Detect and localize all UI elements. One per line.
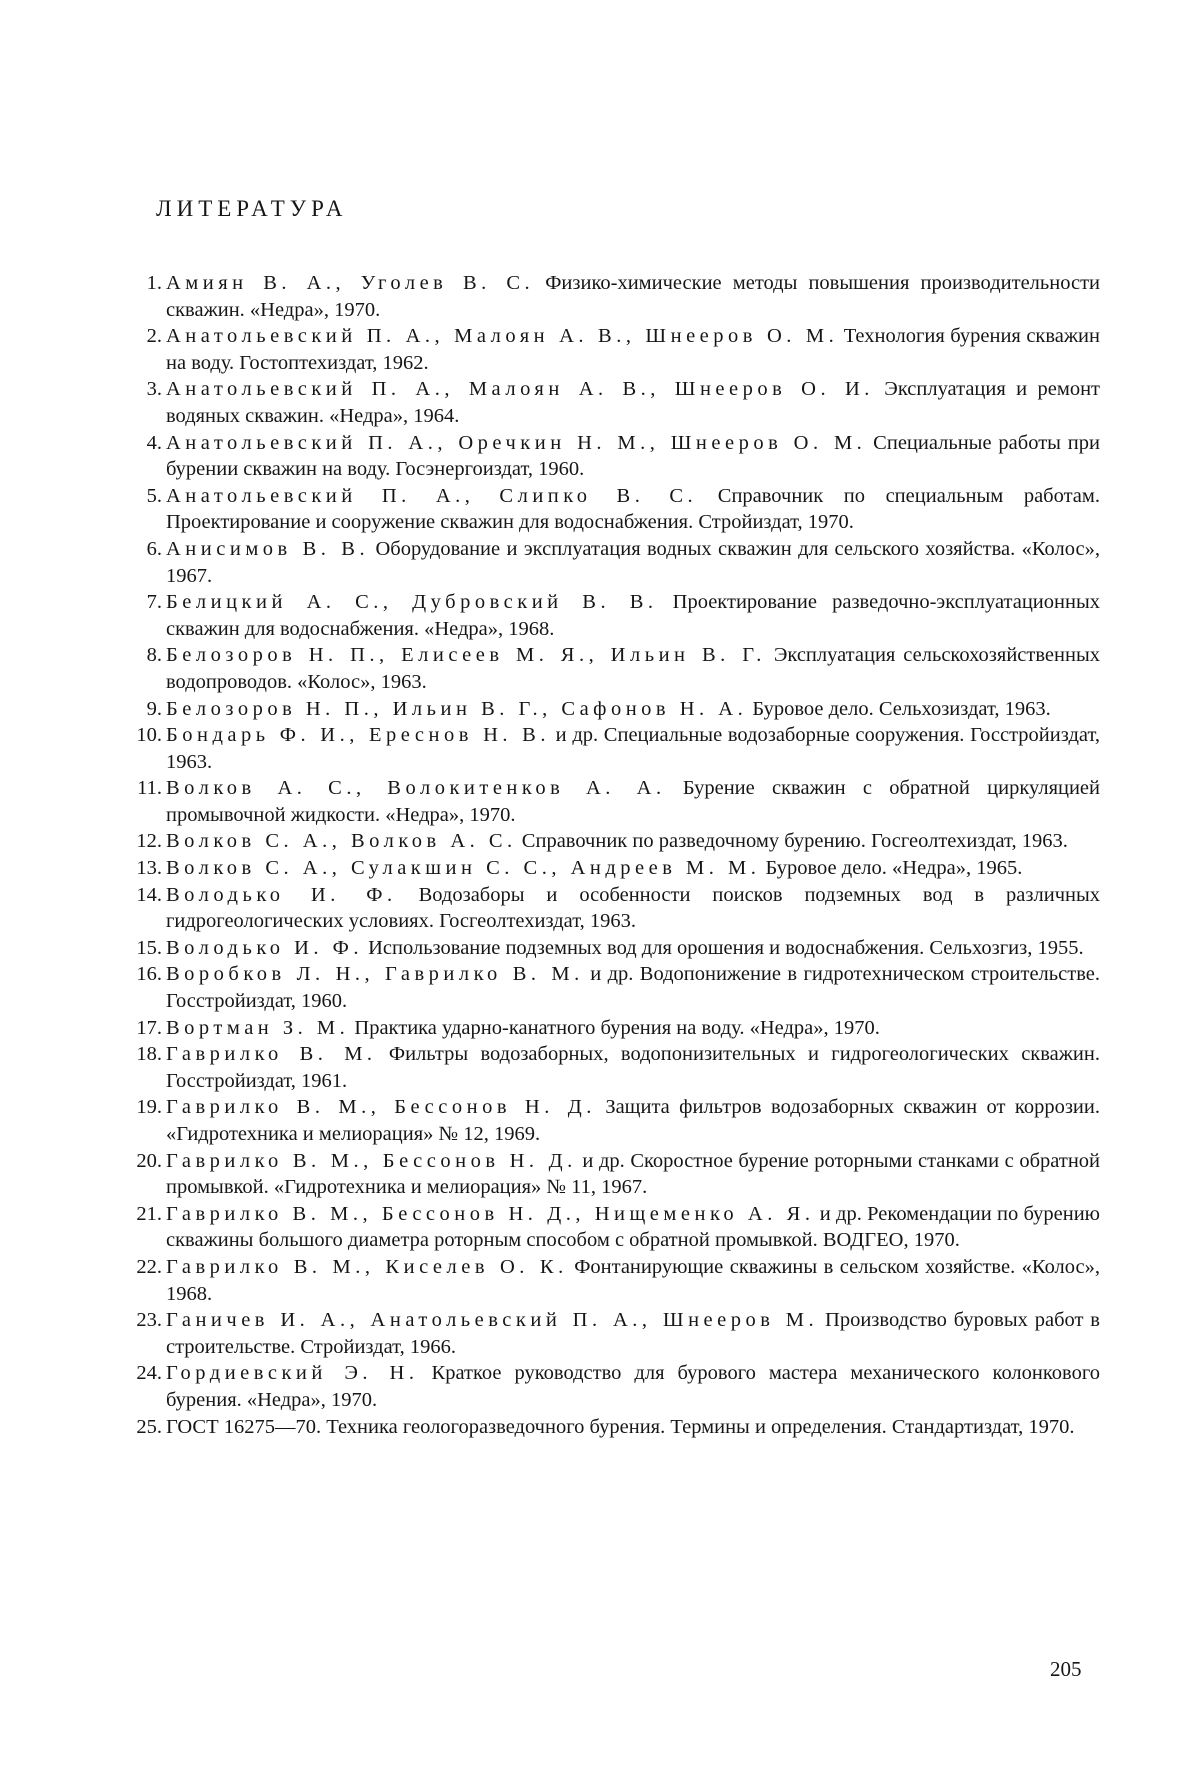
reference-number: 23. — [132, 1307, 166, 1360]
reference-item — [132, 323, 1100, 376]
reference-authors: Волков А. С., Волокитенков А. А. — [166, 777, 666, 799]
reference-number: 13. — [132, 855, 166, 882]
reference-text — [166, 696, 1100, 723]
reference-number: 6. — [132, 536, 166, 589]
reference-details: Краткое руководство для бурового мастера механического колонкового бурения. «Недра», 1970. — [166, 1362, 1100, 1411]
reference-details: Производство буровых работ в строительстве. Стройиздат, 1966. — [166, 1309, 1100, 1358]
reference-item — [132, 961, 1100, 1014]
reference-authors: Гаврилко В. М., Киселев О. К. — [166, 1256, 568, 1278]
reference-text — [166, 1360, 1100, 1413]
reference-item — [132, 270, 1100, 323]
reference-number: 12. — [132, 828, 166, 855]
reference-number: 1. — [132, 270, 166, 323]
reference-item — [132, 1015, 1100, 1042]
reference-text — [166, 882, 1100, 935]
reference-text — [166, 536, 1100, 589]
reference-text — [166, 1041, 1100, 1094]
reference-details: Проектирование разведочно-эксплуатационных скважин для водоснабжения. «Недра», 1968. — [166, 591, 1100, 640]
reference-details: Технология бурения скважин на воду. Гостоптехиздат, 1962. — [166, 325, 1100, 374]
reference-authors: Воробков Л. Н., Гаврилко В. М. — [166, 963, 584, 985]
reference-text — [166, 935, 1100, 962]
reference-text — [166, 1015, 1100, 1042]
reference-item — [132, 1307, 1100, 1360]
reference-item — [132, 1254, 1100, 1307]
reference-text — [166, 855, 1100, 882]
reference-number: 21. — [132, 1201, 166, 1254]
reference-number: 19. — [132, 1094, 166, 1147]
reference-details: и др. Рекомендации по бурению скважины большого диаметра роторным способом с обратной промывкой. ВОДГЕО, 1970. — [166, 1203, 1100, 1252]
reference-number: 20. — [132, 1148, 166, 1201]
reference-details: Эксплуатация и ремонт водяных скважин. «Недра», 1964. — [166, 378, 1100, 427]
reference-number: 5. — [132, 483, 166, 536]
reference-item — [132, 483, 1100, 536]
reference-details: Оборудование и эксплуатация водных скважин для сельского хозяйства. «Колос», 1967. — [166, 538, 1100, 587]
reference-text — [166, 642, 1100, 695]
reference-text — [166, 775, 1100, 828]
reference-number: 17. — [132, 1015, 166, 1042]
reference-details: Бурение скважин с обратной циркуляцией промывочной жидкости. «Недра», 1970. — [166, 777, 1100, 826]
reference-authors: Гордиевский Э. Н. — [166, 1362, 418, 1384]
reference-authors: Амиян В. А., Уголев В. С. — [166, 272, 534, 294]
reference-number: 14. — [132, 882, 166, 935]
reference-item — [132, 536, 1100, 589]
reference-authors: Гаврилко В. М., Бессонов Н. Д., Нищеменко А. Я. — [166, 1203, 814, 1225]
reference-text — [166, 1148, 1100, 1201]
reference-item — [132, 1094, 1100, 1147]
reference-authors: Гаврилко В. М., Бессонов Н. Д. — [166, 1096, 596, 1118]
reference-number: 24. — [132, 1360, 166, 1413]
reference-item — [132, 1414, 1100, 1441]
reference-item — [132, 1041, 1100, 1094]
reference-text — [166, 1094, 1100, 1147]
document-page — [0, 0, 1200, 1779]
reference-text — [166, 961, 1100, 1014]
reference-number: 22. — [132, 1254, 166, 1307]
reference-item — [132, 589, 1100, 642]
reference-authors: Ганичев И. А., Анатольевский П. А., Шнееров М. — [166, 1309, 818, 1331]
reference-details: Фонтанирующие скважины в сельском хозяйстве. «Колос», 1968. — [166, 1256, 1100, 1305]
reference-item — [132, 376, 1100, 429]
reference-item — [132, 1360, 1100, 1413]
reference-authors: Белозоров Н. П., Ильин В. Г., Сафонов Н. А. — [166, 698, 747, 720]
reference-details: Буровое дело. Сельхозиздат, 1963. — [752, 698, 1050, 720]
reference-details: Справочник по разведочному бурению. Госгеолтехиздат, 1963. — [522, 830, 1068, 852]
reference-authors: Анатольевский П. А., Слипко В. С. — [166, 485, 697, 507]
reference-list — [132, 270, 1100, 1440]
reference-authors: Белицкий А. С., Дубровский В. В. — [166, 591, 658, 613]
reference-item — [132, 1148, 1100, 1201]
reference-number: 16. — [132, 961, 166, 1014]
reference-text — [166, 1201, 1100, 1254]
page-number: 205 — [1050, 1657, 1082, 1682]
reference-number: 2. — [132, 323, 166, 376]
reference-number: 8. — [132, 642, 166, 695]
reference-authors: Володько И. Ф. — [166, 884, 397, 906]
reference-authors: Белозоров Н. П., Елисеев М. Я., Ильин В. Г. — [166, 644, 766, 666]
reference-details: Буровое дело. «Недра», 1965. — [766, 857, 1023, 879]
reference-item — [132, 935, 1100, 962]
reference-authors: Гаврилко В. М. — [166, 1043, 377, 1065]
page-title: ЛИТЕРАТУРА — [156, 196, 348, 222]
reference-details: ГОСТ 16275—70. Техника геологоразведочного бурения. Термины и определения. Стандартиздат, 1970. — [166, 1416, 1074, 1438]
reference-text — [166, 1307, 1100, 1360]
reference-text — [166, 323, 1100, 376]
reference-text — [166, 828, 1100, 855]
reference-item — [132, 882, 1100, 935]
reference-details: Справочник по специальным работам. Проектирование и сооружение скважин для водоснабжения. Стройиздат, 1970. — [166, 485, 1100, 534]
reference-authors: Анатольевский П. А., Малоян А. В., Шнееров О. М. — [166, 325, 838, 347]
reference-authors: Волков С. А., Волков А. С. — [166, 830, 517, 852]
reference-item — [132, 430, 1100, 483]
reference-number: 10. — [132, 722, 166, 775]
reference-details: Защита фильтров водозаборных скважин от коррозии. «Гидротехника и мелиорация» № 12, 1969. — [166, 1096, 1100, 1145]
reference-text — [166, 430, 1100, 483]
reference-text — [166, 483, 1100, 536]
reference-number: 4. — [132, 430, 166, 483]
reference-details: Практика ударно-канатного бурения на воду. «Недра», 1970. — [354, 1017, 879, 1039]
reference-item — [132, 775, 1100, 828]
reference-authors: Анатольевский П. А., Оречкин Н. М., Шнееров О. М. — [166, 432, 866, 454]
reference-authors: Анисимов В. В. — [166, 538, 369, 560]
reference-details: и др. Специальные водозаборные сооружения. Госстройиздат, 1963. — [166, 724, 1100, 773]
reference-number: 25. — [132, 1414, 166, 1441]
reference-item — [132, 828, 1100, 855]
reference-text — [166, 722, 1100, 775]
reference-text — [166, 270, 1100, 323]
reference-item — [132, 855, 1100, 882]
reference-authors: Бондарь Ф. И., Ереснов Н. В. — [166, 724, 550, 746]
reference-authors: Володько И. Ф. — [166, 937, 363, 959]
reference-item — [132, 722, 1100, 775]
reference-text — [166, 589, 1100, 642]
reference-item — [132, 696, 1100, 723]
reference-details: Использование подземных вод для орошения и водоснабжения. Сельхозгиз, 1955. — [368, 937, 1084, 959]
reference-number: 3. — [132, 376, 166, 429]
reference-number: 15. — [132, 935, 166, 962]
reference-details: и др. Водопонижение в гидротехническом строительстве. Госстройиздат, 1960. — [166, 963, 1100, 1012]
reference-authors: Волков С. А., Сулакшин С. С., Андреев М. М. — [166, 857, 760, 879]
reference-number: 11. — [132, 775, 166, 828]
reference-details: Эксплуатация сельскохозяйственных водопроводов. «Колос», 1963. — [166, 644, 1100, 693]
reference-number: 7. — [132, 589, 166, 642]
reference-details: и др. Скоростное бурение роторными станками с обратной промывкой. «Гидротехника и мелиорация» № 11, 1967. — [166, 1150, 1100, 1199]
reference-text — [166, 1414, 1100, 1441]
reference-item — [132, 1201, 1100, 1254]
reference-details: Специальные работы при бурении скважин на воду. Госэнергоиздат, 1960. — [166, 432, 1100, 481]
reference-authors: Гаврилко В. М., Бессонов Н. Д. — [166, 1150, 577, 1172]
reference-number: 9. — [132, 696, 166, 723]
reference-item — [132, 642, 1100, 695]
reference-number: 18. — [132, 1041, 166, 1094]
reference-text — [166, 376, 1100, 429]
reference-authors: Вортман З. М. — [166, 1017, 349, 1039]
reference-details: Фильтры водозаборных, водопонизительных и гидрогеологических скважин. Госстройиздат, 1961. — [166, 1043, 1100, 1092]
reference-details: Физико-химические методы повышения производительности скважин. «Недра», 1970. — [166, 272, 1100, 321]
reference-text — [166, 1254, 1100, 1307]
reference-details: Водозаборы и особенности поисков подземных вод в различных гидрогеологических условиях. Госгеолтехиздат, 1963. — [166, 884, 1100, 933]
reference-authors: Анатольевский П. А., Малоян А. В., Шнееров О. И. — [166, 378, 874, 400]
